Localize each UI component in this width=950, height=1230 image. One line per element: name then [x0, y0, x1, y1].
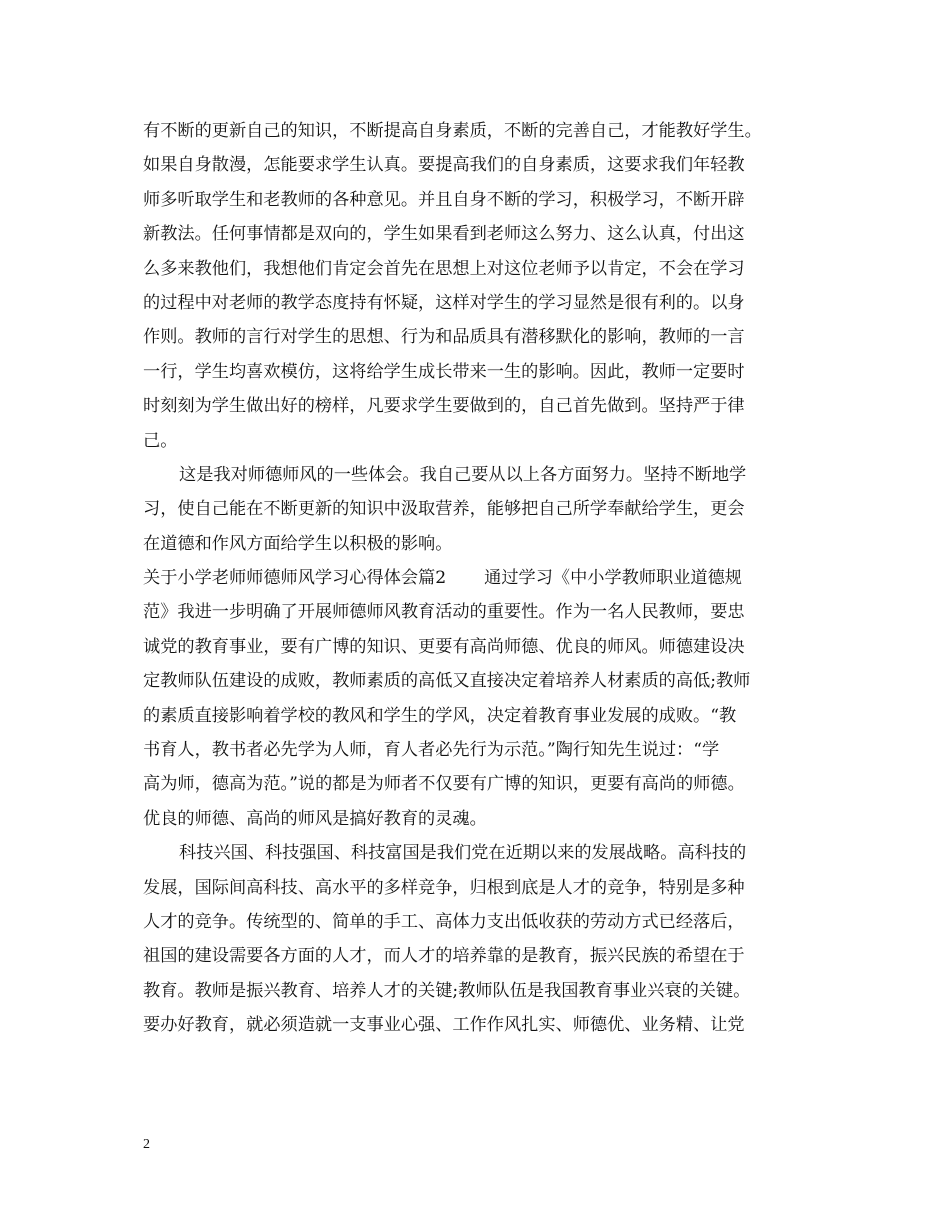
text-line: 的素质直接影响着学校的教风和学生的学风，决定着教育事业发展的成败。“教 — [143, 705, 737, 726]
text-line: 优良的师德、高尚的师风是搞好教育的灵魂。 — [143, 808, 487, 829]
body-text — [143, 114, 823, 1043]
text-line: 书育人，教书者必先学为人师，育人者必先行为示范。”陶行知先生说过：“学 — [143, 740, 720, 761]
paragraph-start-line: 科技兴国、科技强国、科技富国是我们党在近期以来的发展战略。高科技的 — [179, 843, 747, 864]
section-heading-line — [143, 561, 823, 595]
text-line: 如果自身散漫，怎能要求学生认真。要提高我们的自身素质，这要求我们年轻教 — [143, 155, 745, 176]
text-line: 师多听取学生和老教师的各种意见。并且自身不断的学习，积极学习，不断开辟 — [143, 189, 745, 210]
text-line: 要办好教育，就必须造就一支事业心强、工作作风扎实、师德优、业务精、让党 — [143, 1015, 745, 1036]
text-line: 祖国的建设需要各方面的人才，而人才的培养靠的是教育，振兴民族的希望在于 — [143, 946, 745, 967]
text-line: 习，使自己能在不断更新的知识中汲取营养，能够把自己所学奉献给学生，更会 — [143, 499, 745, 520]
heading-continuation-text: 通过学习《中小学教师职业道德规 — [484, 568, 742, 589]
page-number: 2 — [143, 1137, 150, 1152]
text-line: 人才的竞争。传统型的、简单的手工、高体力支出低收获的劳动方式已经落后， — [143, 911, 745, 932]
text-line: 诚党的教育事业，要有广博的知识、更要有高尚师德、优良的师风。师德建设决 — [143, 636, 745, 657]
text-line: 作则。教师的言行对学生的思想、行为和品质具有潜移默化的影响，教师的一言 — [143, 327, 745, 348]
text-line: 新教法。任何事情都是双向的，学生如果看到老师这么努力、这么认真，付出这 — [143, 224, 745, 245]
text-line: 有不断的更新自己的知识，不断提高自身素质，不断的完善自己，才能教好学生。 — [143, 121, 762, 141]
text-line: 高为师，德高为范。”说的都是为师者不仅要有广博的知识，更要有高尚的师德。 — [143, 774, 745, 795]
paragraph-start-line: 这是我对师德师风的一些体会。我自己要从以上各方面努力。坚持不断地学 — [179, 464, 747, 485]
text-line: 发展，国际间高科技、高水平的多样竞争，归根到底是人才的竞争，特别是多种 — [143, 877, 745, 898]
text-line: 在道德和作风方面给学生以积极的影响。 — [143, 533, 453, 554]
text-line: 时刻刻为学生做出好的榜样，凡要求学生要做到的，自己首先做到。坚持严于律 — [143, 396, 745, 417]
text-line: 定教师队伍建设的成败，教师素质的高低又直接决定着培养人材素质的高低;教师 — [143, 671, 751, 692]
text-line: 的过程中对老师的教学态度持有怀疑，这样对学生的学习显然是很有利的。以身 — [143, 292, 745, 313]
text-line: 么多来教他们，我想他们肯定会首先在思想上对这位老师予以肯定，不会在学习 — [143, 258, 745, 279]
text-line: 一行，学生均喜欢模仿，这将给学生成长带来一生的影响。因此，教师一定要时 — [143, 361, 745, 382]
text-line: 教育。教师是振兴教育、培养人才的关键;教师队伍是我国教育事业兴衰的关键。 — [143, 980, 751, 1001]
section-heading: 关于小学老师师德师风学习心得体会篇2 — [143, 568, 447, 589]
text-line: 范》我进一步明确了开展师德师风教育活动的重要性。作为一名人民教师，要忠 — [143, 602, 745, 623]
text-line: 己。 — [143, 430, 178, 451]
